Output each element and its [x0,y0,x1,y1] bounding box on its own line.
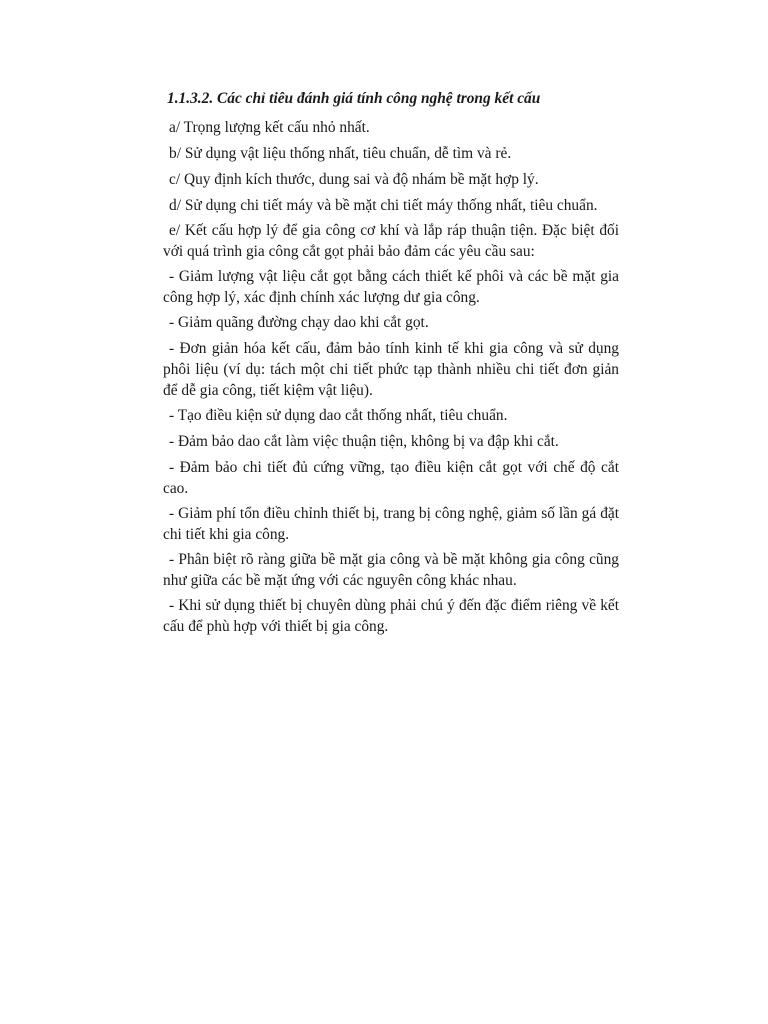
requirement-item: - Giảm lượng vật liệu cắt gọt bằng cách thiết kế phôi và các bề mặt gia công hợp lý, xác định chính xác lượng dư gia công. [163,268,619,306]
requirement-item: - Tạo điều kiện sử dụng dao cắt thống nhất, tiêu chuẩn. [169,407,508,424]
criterion-b: b/ Sử dụng vật liệu thống nhất, tiêu chuẩn, dễ tìm và rẻ. [169,145,512,162]
document-body [163,88,619,641]
criterion-d: d/ Sử dụng chi tiết máy và bề mặt chi tiết máy thống nhất, tiêu chuẩn. [169,197,598,214]
criterion-c: c/ Quy định kích thước, dung sai và độ nhám bề mặt hợp lý. [169,171,539,188]
requirement-item: - Khi sử dụng thiết bị chuyên dùng phải chú ý đến đặc điểm riêng về kết cấu để phù hợp với thiết bị gia công. [163,597,619,635]
requirement-item: - Giảm quãng đường chạy dao khi cắt gọt. [169,314,429,331]
requirement-item: - Giảm phí tổn điều chỉnh thiết bị, trang bị công nghệ, giảm số lần gá đặt chi tiết khi gia công. [163,505,619,543]
requirement-item: - Phân biệt rõ ràng giữa bề mặt gia công và bề mặt không gia công cũng như giữa các bề mặt ứng với các nguyên công khác nhau. [163,551,619,589]
criterion-a: a/ Trọng lượng kết cấu nhỏ nhất. [169,119,370,136]
criterion-e: e/ Kết cấu hợp lý để gia công cơ khí và lắp ráp thuận tiện. Đặc biệt đối với quá trình gia công cắt gọt phải bảo đảm các yêu cầu sau: [163,222,619,260]
requirement-item: - Đảm bảo dao cắt làm việc thuận tiện, không bị va đập khi cắt. [169,433,559,450]
requirement-item: - Đơn giản hóa kết cấu, đảm bảo tính kinh tế khi gia công và sử dụng phôi liệu (ví dụ: tách một chi tiết phức tạp thành nhiều chi tiết đơn giản để dễ gia công, tiết kiệm vật liệu). [163,340,619,399]
requirement-item: - Đảm bảo chi tiết đủ cứng vững, tạo điều kiện cắt gọt với chế độ cắt cao. [163,459,619,497]
section-heading: 1.1.3.2. Các chỉ tiêu đánh giá tính công nghệ trong kết cấu [167,90,541,107]
